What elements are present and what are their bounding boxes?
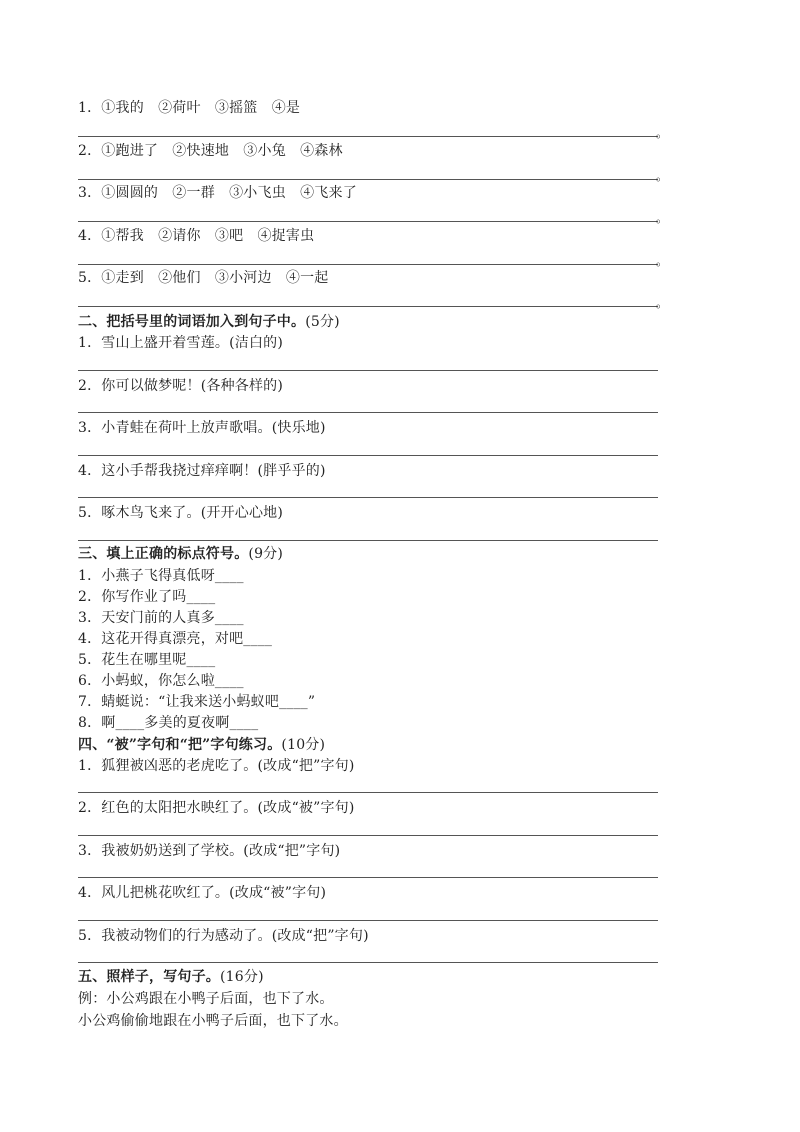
part5-example: 例：小公鸡跟在小鸭子后面，也下了水。 — [78, 991, 334, 1007]
answer-period: 。 — [656, 169, 669, 183]
part3-item-6: 6．小蚂蚁，你怎么啦____ — [78, 673, 244, 689]
part3-heading — [78, 545, 283, 563]
part3-item-4: 4．这花开得真漂亮，对吧____ — [78, 631, 273, 647]
answer-line — [78, 264, 658, 265]
answer-line — [78, 412, 658, 413]
part2-item-3: 3．小青蛙在荷叶上放声歌唱。(快乐地) — [78, 420, 326, 436]
part5-heading — [78, 968, 264, 986]
part4-title: 四、“被”字句和“把”字句练习。 — [78, 737, 282, 753]
answer-line — [78, 306, 658, 307]
part4-item-5: 5．我被动物们的行为感动了。(改成“把”字句) — [78, 928, 369, 944]
part3-item-3: 3．天安门前的人真多____ — [78, 610, 244, 626]
part3-item-2: 2．你写作业了吗____ — [78, 589, 216, 605]
part2-heading — [78, 313, 340, 331]
part4-item-4: 4．风儿把桃花吹红了。(改成“被”字句) — [78, 885, 327, 901]
part3-item-8: 8．啊____多美的夏夜啊____ — [78, 715, 259, 731]
answer-line — [78, 962, 658, 963]
part3-item-7: 7．蜻蜓说：“让我来送小蚂蚁吧____” — [78, 694, 316, 710]
part4-item-2: 2．红色的太阳把水映红了。(改成“被”字句) — [78, 800, 355, 816]
answer-period: 。 — [656, 211, 669, 225]
part2-item-1: 1．雪山上盛开着雪莲。(洁白的) — [78, 335, 284, 351]
part1-item-4: 4．①帮我 ②请你 ③吧 ④捉害虫 — [78, 228, 315, 244]
part4-item-3: 3．我被奶奶送到了学校。(改成“把”字句) — [78, 843, 341, 859]
answer-line — [78, 920, 658, 921]
part3-title: 三、填上正确的标点符号。 — [78, 546, 249, 562]
part5-title: 五、照样子，写句子。 — [78, 969, 220, 985]
part4-heading — [78, 736, 325, 754]
answer-period: 。 — [656, 126, 669, 140]
answer-line — [78, 792, 658, 793]
part2-score: (5分) — [305, 314, 340, 330]
answer-line — [78, 136, 658, 137]
part1-item-5: 5．①走到 ②他们 ③小河边 ④一起 — [78, 270, 329, 286]
answer-line — [78, 540, 658, 541]
answer-line — [78, 370, 658, 371]
part4-item-1: 1．狐狸被凶恶的老虎吃了。(改成“把”字句) — [78, 758, 355, 774]
part2-item-2: 2．你可以做梦呢！(各种各样的) — [78, 378, 284, 394]
part3-item-5: 5．花生在哪里呢____ — [78, 652, 216, 668]
answer-line — [78, 221, 658, 222]
part5-score: (16分) — [220, 969, 264, 985]
part5-answer: 小公鸡偷偷地跟在小鸭子后面，也下了水。 — [78, 1013, 348, 1029]
answer-line — [78, 497, 658, 498]
answer-line — [78, 835, 658, 836]
part3-score: (9分) — [248, 546, 284, 562]
part3-item-1: 1．小燕子飞得真低呀____ — [78, 568, 244, 584]
part1-item-3: 3．①圆圆的 ②一群 ③小飞虫 ④飞来了 — [78, 185, 357, 201]
answer-period: 。 — [656, 254, 669, 268]
part1-item-2: 2．①跑进了 ②快速地 ③小兔 ④森林 — [78, 143, 343, 159]
part2-title: 二、把括号里的词语加入到句子中。 — [78, 314, 306, 330]
part4-score: (10分) — [281, 737, 326, 753]
answer-line — [78, 179, 658, 180]
answer-line — [78, 877, 658, 878]
answer-period: 。 — [656, 296, 669, 310]
answer-line — [78, 455, 658, 456]
part2-item-5: 5．啄木鸟飞来了。(开开心心地) — [78, 505, 284, 521]
part2-item-4: 4．这小手帮我挠过痒痒啊！(胖乎乎的) — [78, 463, 326, 479]
part1-item-1: 1．①我的 ②荷叶 ③摇篮 ④是 — [78, 100, 301, 116]
